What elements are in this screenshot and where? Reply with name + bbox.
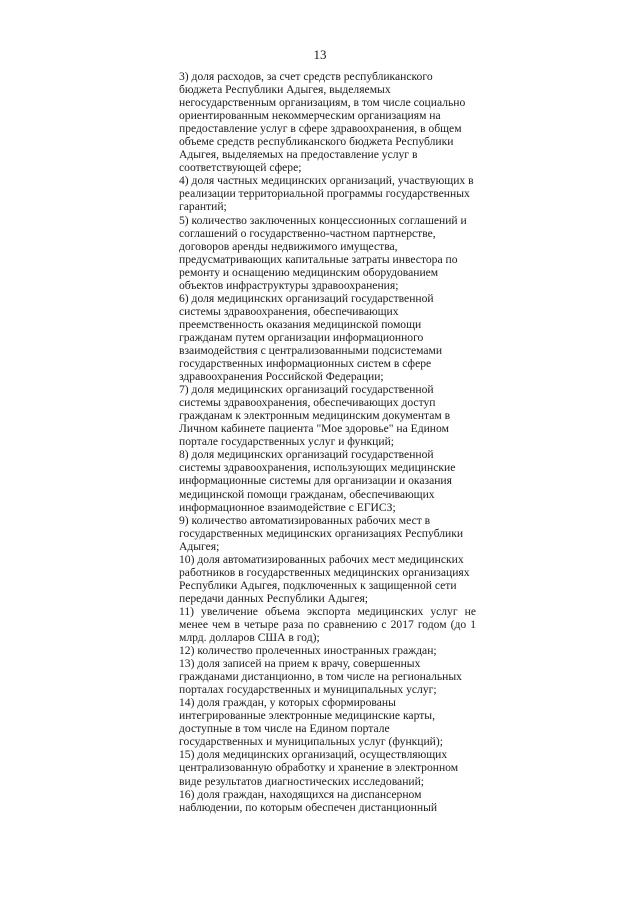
text-line: государственных и муниципальных услуг (функций); — [179, 735, 443, 749]
text-line: государственных информационных систем в сфере — [179, 357, 432, 371]
text-line: 13) доля записей на прием к врачу, совершенных — [179, 657, 421, 671]
text-line: интегрированные электронные медицинские карты, — [179, 709, 435, 723]
text-line: гражданами дистанционно, в том числе на региональных — [179, 670, 462, 684]
page-number: 13 — [313, 47, 327, 62]
text-line: 5) количество заключенных концессионных соглашений и — [179, 213, 467, 227]
text-line: ориентированным некоммерческим организациям на — [179, 109, 441, 123]
text-line: медицинской помощи гражданам, обеспечивающих — [179, 487, 435, 501]
text-line: здравоохранения Российской Федерации; — [179, 370, 384, 384]
text-line: 14) доля граждан, у которых сформированы — [179, 696, 396, 710]
text-line: информационные системы для организации и оказания — [179, 474, 452, 488]
text-line: передачи данных Республики Адыгея; — [179, 591, 369, 605]
text-line: 8) доля медицинских организаций государственной — [179, 448, 434, 462]
text-line: системы здравоохранения, обеспечивающих доступ — [179, 396, 436, 410]
text-line: системы здравоохранения, обеспечивающих — [179, 304, 399, 318]
text-line: 16) доля граждан, находящихся на диспансерном — [179, 787, 422, 801]
text-line: информационное взаимодействие с ЕГИСЗ; — [179, 500, 396, 514]
text-line: гарантий; — [179, 200, 227, 214]
text-line: объеме средств республиканского бюджета Республики — [179, 135, 454, 149]
text-line: государственных медицинских организациях Республики — [179, 526, 464, 540]
text-line: централизованную обработку и хранение в электронном — [179, 761, 459, 775]
text-line: бюджета Республики Адыгея, выделяемых — [179, 83, 391, 97]
text-line: гражданам путем организации информационного — [179, 330, 424, 344]
text-line: 12) количество пролеченных иностранных граждан; — [179, 644, 437, 658]
text-line: менее чем в четыре раза по сравнению с 2017 годом (до 1 — [179, 617, 476, 631]
text-line: договоров аренды недвижимого имущества, — [179, 239, 398, 253]
text-line: работников в государственных медицинских организациях — [179, 565, 470, 579]
text-line: Республики Адыгея, подключенных к защищенной сети — [179, 578, 457, 592]
text-line: Личном кабинете пациента "Мое здоровье" на Едином — [179, 422, 449, 436]
text-line: ремонту и оснащению медицинским оборудованием — [179, 265, 439, 279]
text-line: 11) увеличение объема экспорта медицинских услуг не — [179, 604, 476, 618]
text-line: системы здравоохранения, использующих медицинские — [179, 461, 456, 475]
text-line: Адыгея; — [179, 539, 220, 553]
text-line: предусматривающих капитальные затраты инвестора по — [179, 252, 458, 266]
text-line: преемственность оказания медицинской помощи — [179, 317, 422, 331]
text-line: объектов инфраструктуры здравоохранения; — [179, 278, 399, 292]
text-line: наблюдении, по которым обеспечен дистанционный — [179, 800, 438, 814]
text-line: 4) доля частных медицинских организаций, участвующих в — [179, 174, 474, 188]
text-line: предоставление услуг в сфере здравоохранения, в общем — [179, 122, 462, 136]
text-line: 6) доля медицинских организаций государственной — [179, 291, 434, 305]
text-line: Адыгея, выделяемых на предоставление услуг в — [179, 148, 418, 162]
text-line: 3) доля расходов, за счет средств республиканского — [179, 70, 433, 83]
text-line: 15) доля медицинских организаций, осуществляющих — [179, 748, 448, 762]
text-line: соглашений о государственно-частном партнерстве, — [179, 226, 436, 240]
text-line: соответствующей сфере; — [179, 161, 302, 175]
text-line: 7) доля медицинских организаций государственной — [179, 383, 434, 397]
text-line: гражданам к электронным медицинским документам в — [179, 409, 451, 423]
text-line: 9) количество автоматизированных рабочих мест в — [179, 513, 431, 527]
text-line: порталах государственных и муниципальных услуг; — [179, 683, 437, 697]
text-line: негосударственным организациям, в том числе социально — [179, 96, 466, 110]
text-line: виде результатов диагностических исследований; — [179, 774, 425, 788]
text-line: реализации территориальной программы государственных — [179, 187, 470, 201]
text-line: 10) доля автоматизированных рабочих мест медицинских — [179, 552, 464, 566]
text-line: портале государственных услуг и функций; — [179, 435, 395, 449]
document-body — [179, 70, 476, 814]
text-line: доступные в том числе на Едином портале — [179, 722, 390, 736]
text-line: млрд. долларов США в год); — [179, 631, 320, 645]
text-line: взаимодействия с централизованными подсистемами — [179, 343, 443, 357]
